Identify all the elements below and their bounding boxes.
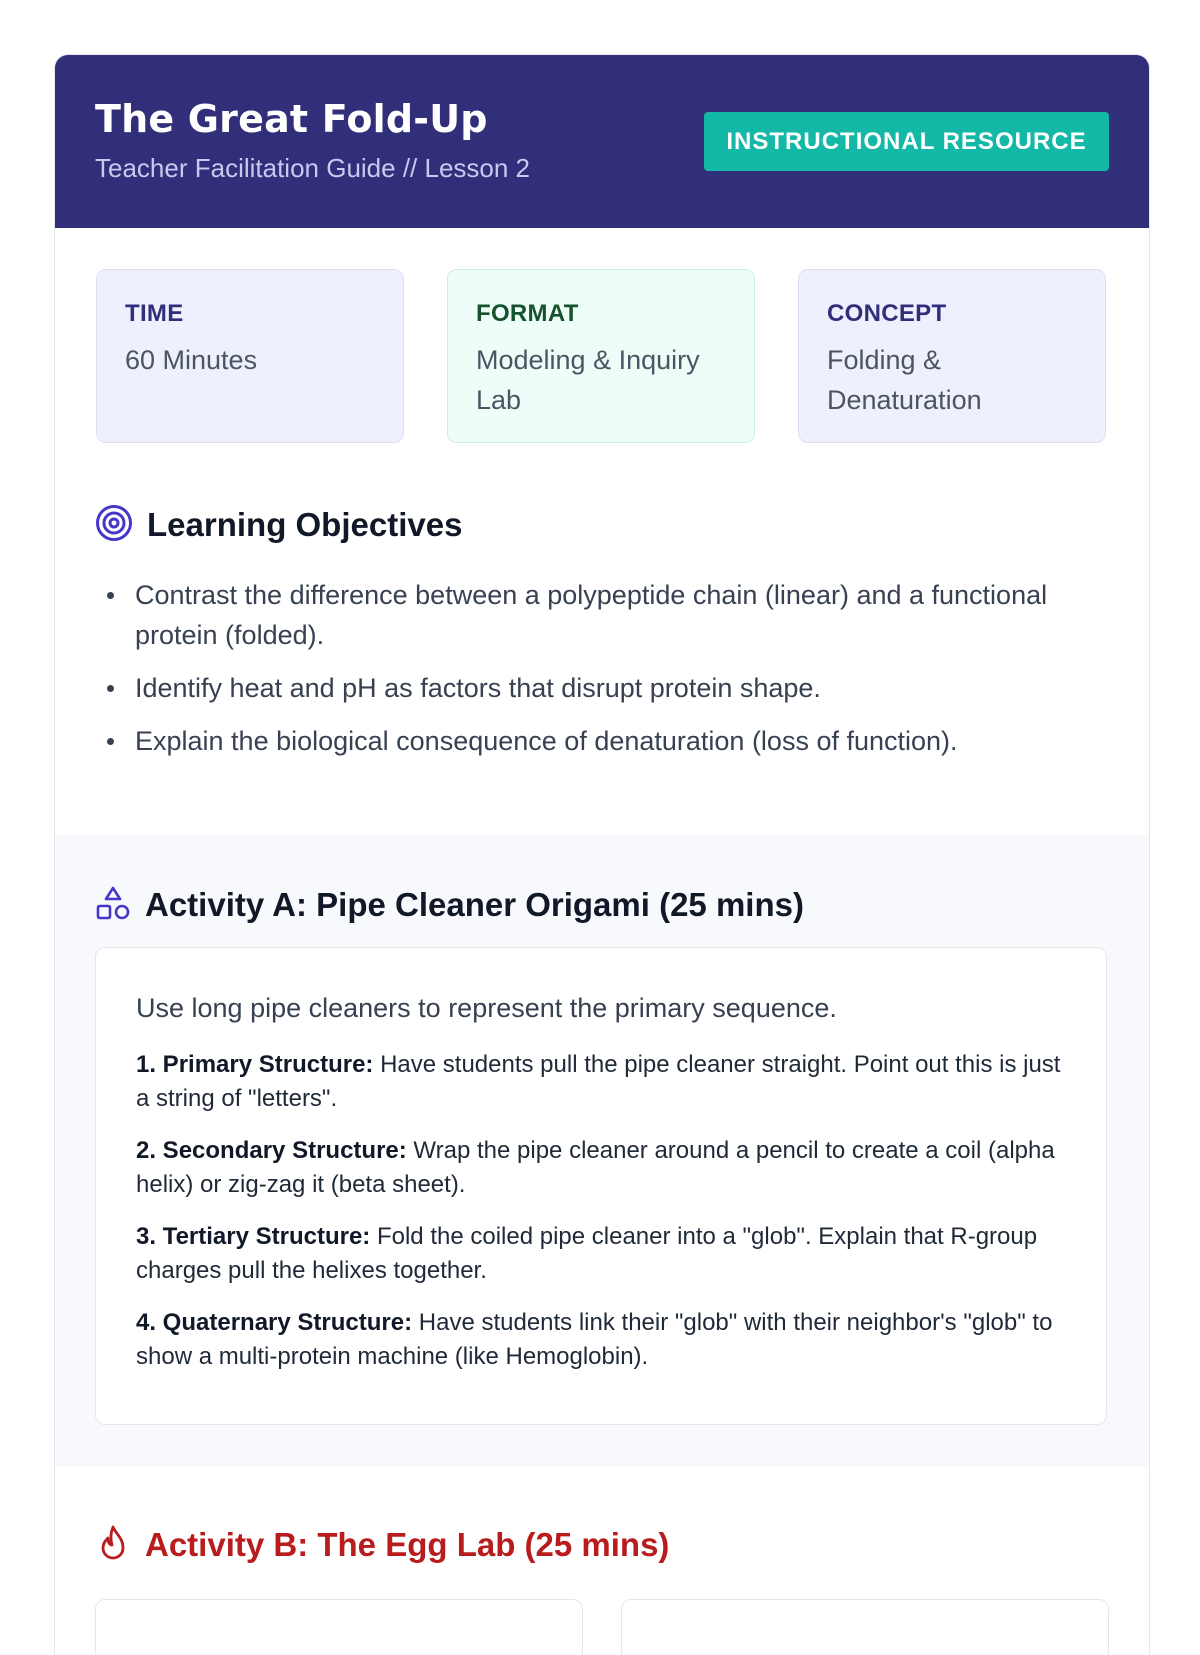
- step-item: [136, 1134, 1066, 1202]
- section-title: Activity A: Pipe Cleaner Origami (25 mins): [145, 886, 804, 923]
- step-item: [136, 1220, 1066, 1288]
- meta-value: Folding & Denaturation: [827, 345, 982, 415]
- flame-icon: [95, 1523, 131, 1568]
- list-item: Identify heat and pH as factors that disrupt protein shape.: [95, 668, 1115, 708]
- lesson-header: [55, 55, 1149, 228]
- step-label: 3. Tertiary Structure:: [136, 1223, 371, 1250]
- section-title: Learning Objectives: [147, 506, 463, 543]
- objectives-list: [95, 575, 1115, 774]
- step-label: 4. Quaternary Structure:: [136, 1309, 413, 1336]
- step-item: [136, 1048, 1066, 1116]
- activity-intro: Use long pipe cleaners to represent the primary sequence.: [136, 993, 837, 1023]
- meta-label: FORMAT: [476, 300, 579, 327]
- step-text: Wrap the pipe cleaner around a pencil to create a coil (alpha helix) or zig-zag it (beta sheet).: [136, 1137, 1055, 1198]
- activity-b-card-right: [621, 1599, 1109, 1655]
- activity-a-box: [95, 947, 1107, 1425]
- activity-a-heading: [95, 881, 804, 929]
- resource-badge: INSTRUCTIONAL RESOURCE: [704, 112, 1109, 171]
- meta-label: TIME: [125, 300, 184, 327]
- list-item: Explain the biological consequence of denaturation (loss of function).: [95, 721, 1115, 761]
- page-title: The Great Fold-Up: [95, 97, 488, 141]
- activity-a-section: [55, 835, 1149, 1467]
- meta-value: 60 Minutes: [125, 345, 258, 375]
- meta-value: Modeling & Inquiry Lab: [476, 345, 700, 415]
- page-subtitle: Teacher Facilitation Guide // Lesson 2: [95, 153, 531, 183]
- step-text: Fold the coiled pipe cleaner into a "glob". Explain that R-group charges pull the helixes together.: [136, 1223, 1038, 1284]
- meta-card-format: [447, 269, 755, 443]
- list-item: Contrast the difference between a polypeptide chain (linear) and a functional protein (folded).: [95, 575, 1115, 655]
- step-label: 2. Secondary Structure:: [136, 1137, 407, 1164]
- step-text: Have students link their "glob" with their neighbor's "glob" to show a multi-protein machine (like Hemoglobin).: [136, 1309, 1053, 1370]
- step-item: [136, 1306, 1066, 1374]
- step-text: Have students pull the pipe cleaner straight. Point out this is just a string of "letters".: [136, 1051, 1061, 1112]
- meta-label: CONCEPT: [827, 300, 947, 327]
- target-icon: [95, 504, 133, 547]
- meta-card-time: [96, 269, 404, 443]
- activity-b-card-left: [95, 1599, 583, 1655]
- objectives-heading: [95, 501, 462, 549]
- step-label: 1. Primary Structure:: [136, 1051, 374, 1078]
- meta-card-concept: [798, 269, 1106, 443]
- shapes-icon: [95, 884, 131, 927]
- section-title: Activity B: The Egg Lab (25 mins): [145, 1526, 670, 1563]
- lesson-card: [54, 54, 1150, 1655]
- activity-b-heading: [95, 1521, 669, 1569]
- meta-row: [96, 269, 1108, 445]
